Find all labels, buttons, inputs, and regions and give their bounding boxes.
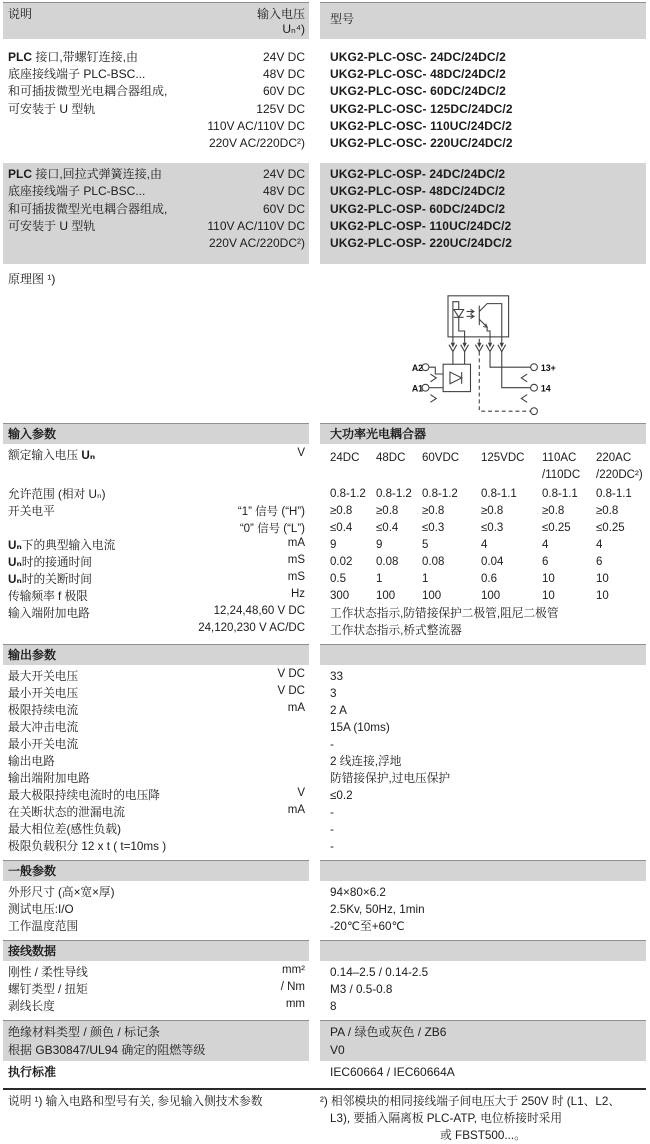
param-sublabel: 12,24,48,60 V DC	[213, 605, 305, 618]
param-row	[3, 668, 646, 685]
param-value: 2.5Kv, 50Hz, 1min	[330, 903, 425, 917]
terminal-a2	[422, 364, 429, 371]
voltage-symbol: Uₙ⁴)	[282, 22, 305, 36]
model-number: UKG2-PLC-OSC- 125DC/24DC/2	[330, 101, 513, 116]
col-header-model: 型号	[330, 12, 355, 26]
param-value: 2 线连接,浮地	[330, 755, 402, 769]
insulation-value-1: PA / 绿色或灰色 / ZB6	[330, 1025, 447, 1040]
param-row	[3, 804, 646, 821]
wiring-section-header	[3, 940, 646, 961]
param-label: 输入端附加电路	[8, 607, 90, 621]
param-unit: V DC	[277, 685, 305, 698]
schematic-title: 原理图 ¹)	[8, 272, 56, 287]
footnotes	[3, 1090, 646, 1144]
standards-row	[3, 1063, 646, 1082]
param-unit: mA	[287, 537, 305, 550]
param-row	[3, 622, 646, 639]
param-unit: mA	[287, 702, 305, 715]
rated-voltage-row	[3, 447, 646, 482]
terminal-14	[531, 384, 538, 391]
model-number: UKG2-PLC-OSC- 220UC/24DC/2	[330, 136, 513, 151]
insulation-value-2: V0	[330, 1043, 345, 1058]
param-unit: Hz	[290, 588, 305, 601]
param-row: 开关电平 “1” 信号 (“H”) ≥0.8 ≥0.8 ≥0.8 ≥0.8 ≥0.8 ≥0.8	[3, 503, 646, 520]
param-sublabel: “1” 信号 (“H”)	[237, 506, 305, 519]
param-label: 最大冲击电流	[8, 721, 79, 735]
param-row	[3, 719, 646, 736]
param-value: -20℃至+60℃	[330, 920, 405, 934]
header-left-band	[3, 2, 309, 39]
param-label: 外形尺寸 (高×宽×厚)	[8, 886, 115, 900]
voltage-variant-headers: 24DC 48DC 60VDC 125VDC 110AC /110DC 220AC /220DC²)	[330, 452, 643, 481]
model-number: UKG2-PLC-OSC- 24DC/24DC/2	[330, 50, 506, 64]
param-row: “0” 信号 (“L”) ≤0.4 ≤0.4 ≤0.3 ≤0.3 ≤0.25 ≤0.25	[239, 522, 625, 536]
param-unit: V	[297, 447, 305, 460]
product-block-osp	[3, 163, 646, 264]
param-row	[3, 702, 646, 719]
param-value: 94×80×6.2	[330, 886, 386, 900]
col-header-input-voltage: 输入电压 Uₙ⁴)	[256, 7, 305, 36]
rectifier-box	[443, 364, 470, 391]
param-unit: mm	[285, 998, 305, 1011]
general-section-header	[3, 860, 646, 881]
param-label: 最小开关电流	[8, 738, 79, 752]
param-row	[3, 884, 646, 901]
param-label: 额定输入电压 Uₙ	[8, 449, 96, 463]
param-value: M3 / 0.5-0.8	[330, 983, 393, 997]
footnote-1: 说明 ¹) 输入电路和型号有关, 参见输入侧技术参数	[8, 1095, 263, 1109]
param-value: -	[330, 823, 334, 837]
product-block-osc	[3, 46, 646, 154]
model-number: UKG2-PLC-OSP- 24DC/24DC/2	[330, 167, 506, 182]
param-row	[3, 787, 646, 804]
param-row: Uₙ时的关断时间 mS 0.5 1 1 0.6 10 10	[3, 571, 646, 588]
param-row	[3, 918, 646, 935]
standards-label: 执行标准	[8, 1065, 57, 1080]
circuit-schematic	[404, 288, 579, 418]
param-value: -	[330, 738, 334, 752]
param-value: 2 A	[330, 704, 347, 718]
output-section-title: 输出参数	[8, 648, 57, 663]
param-value: 工作状态指示,桥式整流器	[330, 624, 462, 638]
osp-voltages: 24V DC 48V DC 60V DC 110V AC/110V DC 220V AC/220DC²)	[207, 167, 305, 251]
param-label: 在关断状态的泄漏电流	[8, 806, 125, 820]
param-value: -	[330, 840, 334, 854]
terminal-13-label: 13+	[540, 363, 556, 374]
param-unit: mS	[287, 554, 305, 567]
wiring-rows	[3, 964, 646, 1015]
model-number: UKG2-PLC-OSC- 60DC/24DC/2	[330, 84, 506, 99]
param-unit: mS	[287, 571, 305, 584]
param-label: 测试电压:I/O	[8, 903, 74, 917]
model-number: UKG2-PLC-OSP- 48DC/24DC/2	[330, 184, 506, 199]
param-row	[3, 821, 646, 838]
param-sublabel: “0” 信号 (“L”)	[239, 523, 305, 536]
param-unit: V DC	[277, 668, 305, 681]
terminal-13	[531, 364, 538, 371]
input-section-title: 输入参数	[8, 427, 57, 442]
param-row	[3, 770, 646, 787]
terminal-a1-label: A1	[411, 383, 424, 394]
param-value: 3	[330, 687, 337, 701]
param-label: Uₙ下的典型输入电流	[8, 539, 116, 553]
param-row: Uₙ下的典型输入电流 mA 9 9 5 4 4 4	[3, 537, 646, 554]
param-unit: V	[297, 787, 305, 800]
general-rows	[3, 884, 646, 935]
param-value: 防错接保护,过电压保护	[330, 772, 451, 786]
param-label: 极限负载积分 12 x t ( t=10ms )	[8, 840, 167, 854]
param-value: 工作状态指示,防错接保护二极管,阻尼二极管	[330, 607, 559, 621]
schematic-row	[3, 288, 646, 418]
param-value: ≤0.2	[330, 789, 353, 803]
param-label: 输出端附加电路	[8, 772, 90, 786]
param-label: 传输频率 f 极限	[8, 590, 88, 604]
param-label: 输出电路	[8, 755, 55, 769]
param-row	[3, 753, 646, 770]
param-unit: / Nm	[280, 981, 305, 994]
input-group-title: 大功率光电耦合器	[330, 427, 427, 442]
osp-description: PLC 接口,回拉式弹簧连接,由 底座接线端子 PLC-BSC... 和可插拔微型光电耦合器组成, 可安装于 U 型轨	[8, 167, 168, 233]
insulation-label-2: 根据 GB30847/UL94 确定的阻燃等级	[8, 1043, 206, 1058]
param-row	[3, 901, 646, 918]
param-label: 剥线长度	[8, 1000, 55, 1014]
model-number: UKG2-PLC-OSC- 110UC/24DC/2	[330, 118, 512, 133]
param-sublabel: 24,120,230 V AC/DC	[198, 622, 305, 635]
terminal-a1	[422, 384, 429, 391]
output-section-header	[3, 644, 646, 665]
param-row	[3, 838, 646, 855]
param-value: 0.14–2.5 / 0.14-2.5	[330, 966, 429, 980]
param-label: Uₙ时的关断时间	[8, 573, 92, 587]
param-label: 允许范围 (相对 Uₙ)	[8, 488, 106, 502]
footnote-2: ²) 相邻模块的相同接线端子间电压大于 250V 时 (L1、L2、 L3), 要插入隔离板 PLC-ATP, 电位桥接时采用 或 FBST500...。	[320, 1095, 621, 1143]
param-value: 33	[330, 670, 344, 684]
model-number: UKG2-PLC-OSP- 220UC/24DC/2	[330, 236, 512, 251]
wiring-section-title: 接线数据	[8, 944, 57, 959]
led-icon	[454, 310, 464, 318]
osc-model-list	[320, 49, 646, 152]
param-value: 8	[330, 1000, 337, 1014]
param-label: 最小开关电压	[8, 687, 79, 701]
param-label: Uₙ时的接通时间	[8, 556, 92, 570]
param-row	[3, 981, 646, 998]
standards-value: IEC60664 / IEC60664A	[330, 1065, 455, 1080]
model-number: UKG2-PLC-OSP- 110UC/24DC/2	[330, 218, 512, 233]
terminal-shield	[531, 408, 538, 415]
param-label: 最大相位差(感性负载)	[8, 823, 121, 837]
insulation-band	[3, 1020, 646, 1061]
param-label: 最大极限持续电流时的电压降	[8, 789, 160, 803]
param-row	[3, 998, 646, 1015]
param-label: 刚性 / 柔性导线	[8, 966, 88, 980]
general-section-title: 一般参数	[8, 864, 57, 879]
param-row	[3, 964, 646, 981]
param-label: 开关电平	[8, 505, 55, 519]
param-row	[3, 685, 646, 702]
param-row	[3, 605, 646, 622]
terminal-14-label: 14	[540, 383, 551, 394]
param-value: 15A (10ms)	[330, 721, 390, 735]
model-number: UKG2-PLC-OSC- 48DC/24DC/2	[330, 67, 506, 82]
param-label: 螺钉类型 / 扭矩	[8, 983, 88, 997]
terminal-a2-label: A2	[411, 363, 424, 374]
param-row: 传输频率 f 极限 Hz 300 100 100 100 10 10	[3, 588, 646, 605]
param-label: 极限持续电流	[8, 704, 79, 718]
param-value: -	[330, 806, 334, 820]
param-row: 允许范围 (相对 Uₙ) 0.8-1.2 0.8-1.2 0.8-1.2 0.8-1.1 0.8-1.1 0.8-1.1	[3, 486, 646, 503]
osp-model-list	[320, 166, 646, 252]
param-label: 工作温度范围	[8, 920, 79, 934]
model-number: UKG2-PLC-OSP- 60DC/24DC/2	[330, 201, 506, 216]
param-unit: mm²	[282, 964, 305, 977]
param-row: Uₙ时的接通时间 mS 0.02 0.08 0.08 0.04 6 6	[3, 554, 646, 571]
table-header	[3, 2, 646, 39]
col-header-description: 说明	[8, 7, 33, 21]
header-model-band	[320, 2, 646, 39]
osc-voltages: 24V DC 48V DC 60V DC 125V DC 110V AC/110V DC 220V AC/220DC²)	[207, 50, 305, 151]
param-unit: mA	[287, 804, 305, 817]
output-rows	[3, 668, 646, 855]
osc-description: PLC 接口,带螺钉连接,由 底座接线端子 PLC-BSC... 和可插拔微型光电耦合器组成, 可安装于 U 型轨	[8, 50, 168, 116]
param-row	[3, 736, 646, 753]
param-label: 最大开关电压	[8, 670, 79, 684]
insulation-label-1: 绝缘材料类型 / 颜色 / 标记条	[8, 1025, 161, 1040]
input-section-header	[3, 423, 646, 444]
